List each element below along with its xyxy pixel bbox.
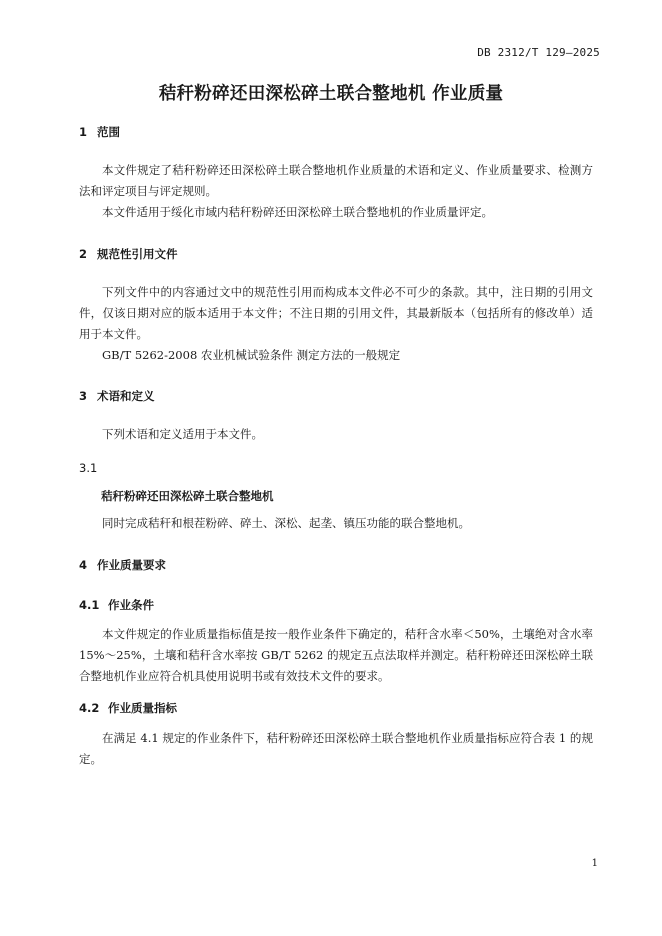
section-4-2-heading: [79, 700, 177, 716]
section-1-number: 1: [79, 125, 88, 139]
section-1-paragraph-1: 本文件规定了秸秆粉碎还田深松碎土联合整地机作业质量的术语和定义、作业质量要求、检测方法和评定项目与评定规则。: [79, 163, 593, 198]
section-4-number: 4: [79, 558, 88, 572]
section-4-1-title: 作业条件: [108, 598, 154, 612]
section-4-2-number: 4.2: [79, 701, 100, 715]
section-1-heading: [79, 124, 120, 140]
section-3-heading: [79, 388, 155, 404]
section-4-title: 作业质量要求: [97, 558, 166, 572]
section-2-heading: [79, 246, 178, 262]
term-3-1-name: 秸秆粉碎还田深松碎土联合整地机: [101, 489, 274, 503]
section-2-title: 规范性引用文件: [97, 247, 178, 261]
term-3-1-number: 3.1: [79, 461, 98, 475]
section-2-number: 2: [79, 247, 88, 261]
section-4-heading: [79, 557, 166, 573]
section-4-1-paragraph: 本文件规定的作业质量指标值是按一般作业条件下确定的，秸秆含水率＜50%，土壤绝对含水率15%～25%，土壤和秸秆含水率按 GB/T 5262 的规定五点法取样并测定。秸秆粉碎还田深松碎土联合整地机作业应符合机具使用说明书或有效技术文件的要求。: [79, 627, 593, 683]
section-4-2-title: 作业质量指标: [108, 701, 177, 715]
standard-code: DB 2312/T 129—2025: [477, 46, 600, 59]
section-4-1-heading: [79, 597, 154, 613]
section-3-paragraph-1: 下列术语和定义适用于本文件。: [102, 427, 263, 441]
section-2-paragraph-1: 下列文件中的内容通过文中的规范性引用而构成本文件必不可少的条款。其中，注日期的引用文件，仅该日期对应的版本适用于本文件；不注日期的引用文件，其最新版本（包括所有的修改单）适用于本文件。: [79, 285, 593, 341]
section-1-title: 范围: [97, 125, 120, 139]
section-3-title: 术语和定义: [97, 389, 155, 403]
section-2-reference: GB/T 5262-2008 农业机械试验条件 测定方法的一般规定: [102, 348, 401, 362]
document-title: 秸秆粉碎还田深松碎土联合整地机 作业质量: [158, 84, 504, 104]
section-3-number: 3: [79, 389, 88, 403]
section-1-paragraph-2: 本文件适用于绥化市域内秸秆粉碎还田深松碎土联合整地机的作业质量评定。: [102, 205, 493, 219]
page-number: 1: [591, 858, 598, 869]
section-4-1-number: 4.1: [79, 598, 100, 612]
term-3-1-definition: 同时完成秸秆和根茬粉碎、碎土、深松、起垄、镇压功能的联合整地机。: [102, 516, 470, 530]
section-4-2-paragraph: 在满足 4.1 规定的作业条件下，秸秆粉碎还田深松碎土联合整地机作业质量指标应符合表 1 的规定。: [79, 731, 593, 766]
